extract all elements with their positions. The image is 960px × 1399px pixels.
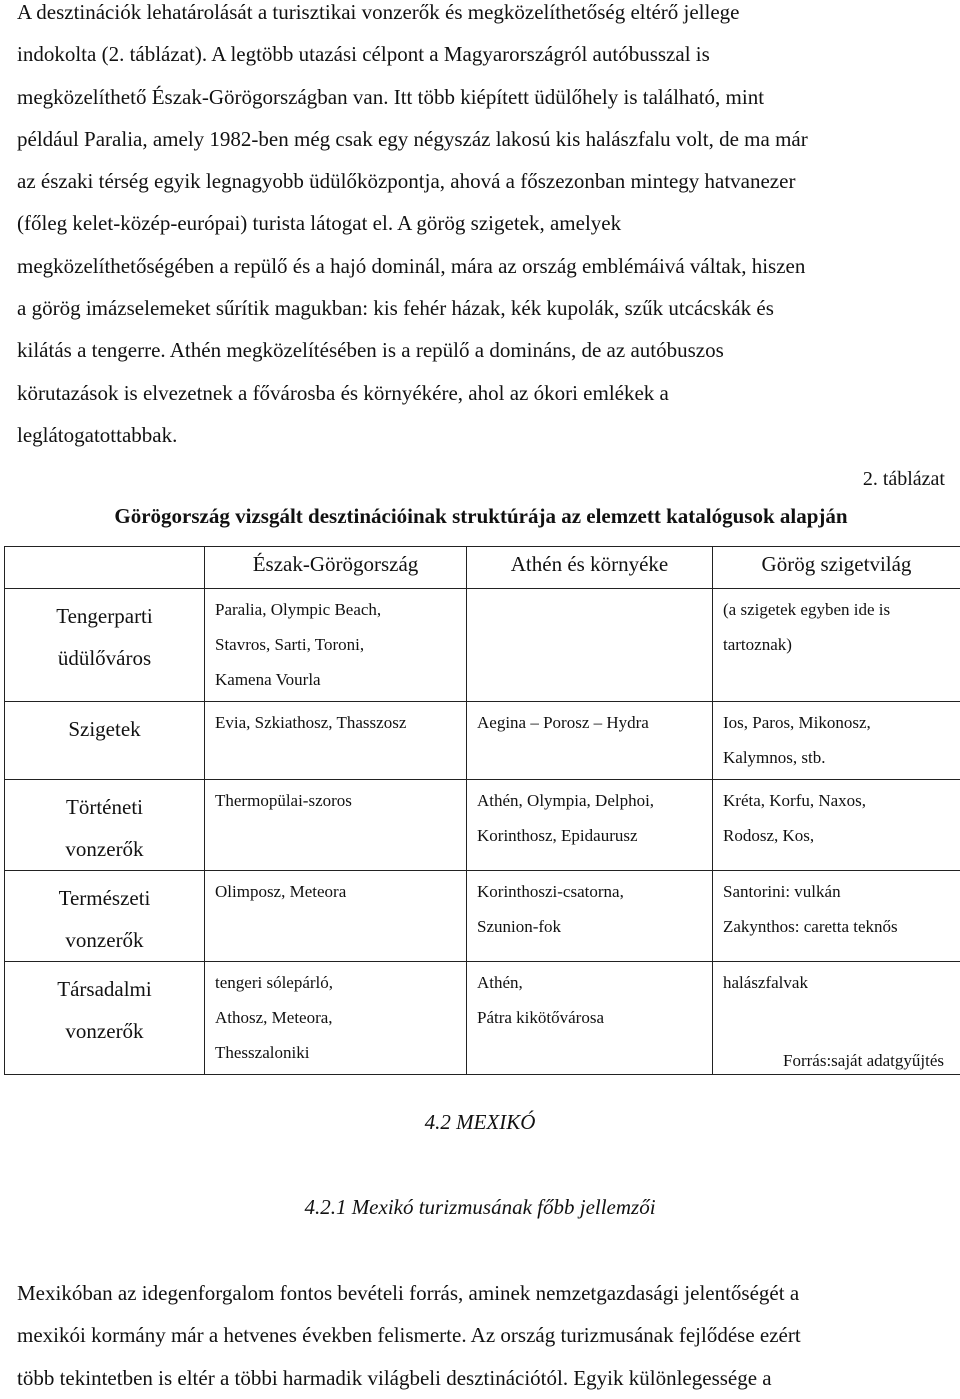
column-header-athens: Athén és környéke [467, 547, 713, 589]
row-header-line: üdülőváros [5, 637, 204, 679]
cell-line: Thesszaloniki [215, 1035, 458, 1070]
table-cell [467, 702, 713, 780]
row-header [5, 589, 205, 702]
table-cell [467, 589, 713, 702]
cell-line: Santorini: vulkán [723, 874, 952, 909]
cell-line: Ios, Paros, Mikonosz, [723, 705, 952, 740]
table-row [5, 780, 960, 871]
table-cell [467, 871, 713, 962]
row-header-line: vonzerők [5, 1010, 204, 1052]
document-page [17, 0, 945, 531]
row-header [5, 962, 205, 1075]
table-row [5, 702, 960, 780]
row-header-line: vonzerők [5, 919, 204, 961]
cell-line: Kalymnos, stb. [723, 740, 952, 775]
destination-table [4, 546, 960, 1075]
paragraph-line: indokolta (2. táblázat). A legtöbb utazási célpont a Magyarországról autóbusszal is [17, 33, 945, 75]
cell-line: halászfalvak [723, 965, 952, 1000]
cell-line: Kréta, Korfu, Naxos, [723, 783, 952, 818]
table-cell [205, 702, 467, 780]
row-header [5, 871, 205, 962]
row-header [5, 702, 205, 780]
cell-line: Kamena Vourla [215, 662, 458, 697]
cell-line: Olimposz, Meteora [215, 874, 458, 909]
cell-line: Pátra kikötővárosa [477, 1000, 704, 1035]
table-row [5, 871, 960, 962]
table-cell [713, 780, 960, 871]
table-cell [205, 780, 467, 871]
row-header [5, 780, 205, 871]
cell-line: Athosz, Meteora, [215, 1000, 458, 1035]
table-cell [713, 702, 960, 780]
cell-line: Stavros, Sarti, Toroni, [215, 627, 458, 662]
cell-line: Athén, [477, 965, 704, 1000]
closing-paragraph [17, 1272, 945, 1399]
cell-line: tengeri sólepárló, [215, 965, 458, 1000]
row-header-line: vonzerők [5, 828, 204, 870]
table-number-label: 2. táblázat [17, 464, 945, 494]
row-header-line: Természeti [5, 877, 204, 919]
subsection-heading: 4.2.1 Mexikó turizmusának főbb jellemzői [0, 1190, 960, 1224]
table-cell [205, 589, 467, 702]
cell-line: Aegina – Porosz – Hydra [477, 705, 704, 740]
cell-line: Korinthoszi-csatorna, [477, 874, 704, 909]
cell-line: Rodosz, Kos, [723, 818, 952, 853]
row-header-line: Szigetek [5, 708, 204, 750]
cell-line: Zakynthos: caretta teknős [723, 909, 952, 944]
table-header-empty [5, 547, 205, 589]
paragraph-line: több tekintetben is eltér a többi harmadik világbeli desztinációtól. Egyik különlegessége a [17, 1357, 945, 1399]
paragraph-line: körutazások is elvezetnek a fővárosba és környékére, ahol az ókori emlékek a [17, 372, 945, 414]
paragraph-line: A desztinációk lehatárolását a turisztikai vonzerők és megközelíthetőség eltérő jellege [17, 0, 945, 33]
cell-line: tartoznak) [723, 627, 952, 662]
table-cell [713, 589, 960, 702]
cell-line: (a szigetek egyben ide is [723, 592, 952, 627]
table-header-row [5, 547, 960, 589]
cell-line: Athén, Olympia, Delphoi, [477, 783, 704, 818]
paragraph-line: kilátás a tengerre. Athén megközelítésében is a repülő a domináns, de az autóbuszos [17, 329, 945, 371]
table-cell [467, 780, 713, 871]
cell-line: Paralia, Olympic Beach, [215, 592, 458, 627]
table-row [5, 589, 960, 702]
table-source: Forrás:saját adatgyűjtés [783, 1047, 944, 1075]
table-cell [205, 962, 467, 1075]
column-header-islands: Görög szigetvilág [713, 547, 960, 589]
paragraph-line: leglátogatottabbak. [17, 414, 945, 456]
paragraph-line: megközelíthető Észak-Görögországban van. Itt több kiépített üdülőhely is található, mint [17, 76, 945, 118]
section-heading: 4.2 MEXIKÓ [0, 1105, 960, 1139]
table-cell [713, 871, 960, 962]
paragraph-line: az északi térség egyik legnagyobb üdülőközpontja, ahová a főszezonban mintegy hatvanezer [17, 160, 945, 202]
row-header-line: Történeti [5, 786, 204, 828]
paragraph-line: (főleg kelet-közép-európai) turista látogat el. A görög szigetek, amelyek [17, 202, 945, 244]
table-title: Görögország vizsgált desztinációinak struktúrája az elemzett katalógusok alapján [17, 501, 945, 531]
table-cell [205, 871, 467, 962]
paragraph-line: a görög imázselemeket sűrítik magukban: kis fehér házak, kék kupolák, szűk utcácskák és [17, 287, 945, 329]
row-header-line: Tengerparti [5, 595, 204, 637]
row-header-line: Társadalmi [5, 968, 204, 1010]
paragraph-line: például Paralia, amely 1982-ben még csak egy négyszáz lakosú kis halászfalu volt, de ma már [17, 118, 945, 160]
table-cell [467, 962, 713, 1075]
paragraph-line: Mexikóban az idegenforgalom fontos bevételi forrás, aminek nemzetgazdasági jelentőségét a [17, 1272, 945, 1314]
cell-line: Thermopülai-szoros [215, 783, 458, 818]
intro-paragraph [17, 0, 945, 456]
paragraph-line: mexikói kormány már a hetvenes években felismerte. Az ország turizmusának fejlődése ezért [17, 1314, 945, 1356]
cell-line: Evia, Szkiathosz, Thasszosz [215, 705, 458, 740]
cell-line: Korinthosz, Epidaurusz [477, 818, 704, 853]
cell-line: Szunion-fok [477, 909, 704, 944]
column-header-north-greece: Észak-Görögország [205, 547, 467, 589]
paragraph-line: megközelíthetőségében a repülő és a hajó dominál, mára az ország emblémáivá váltak, hiszen [17, 245, 945, 287]
